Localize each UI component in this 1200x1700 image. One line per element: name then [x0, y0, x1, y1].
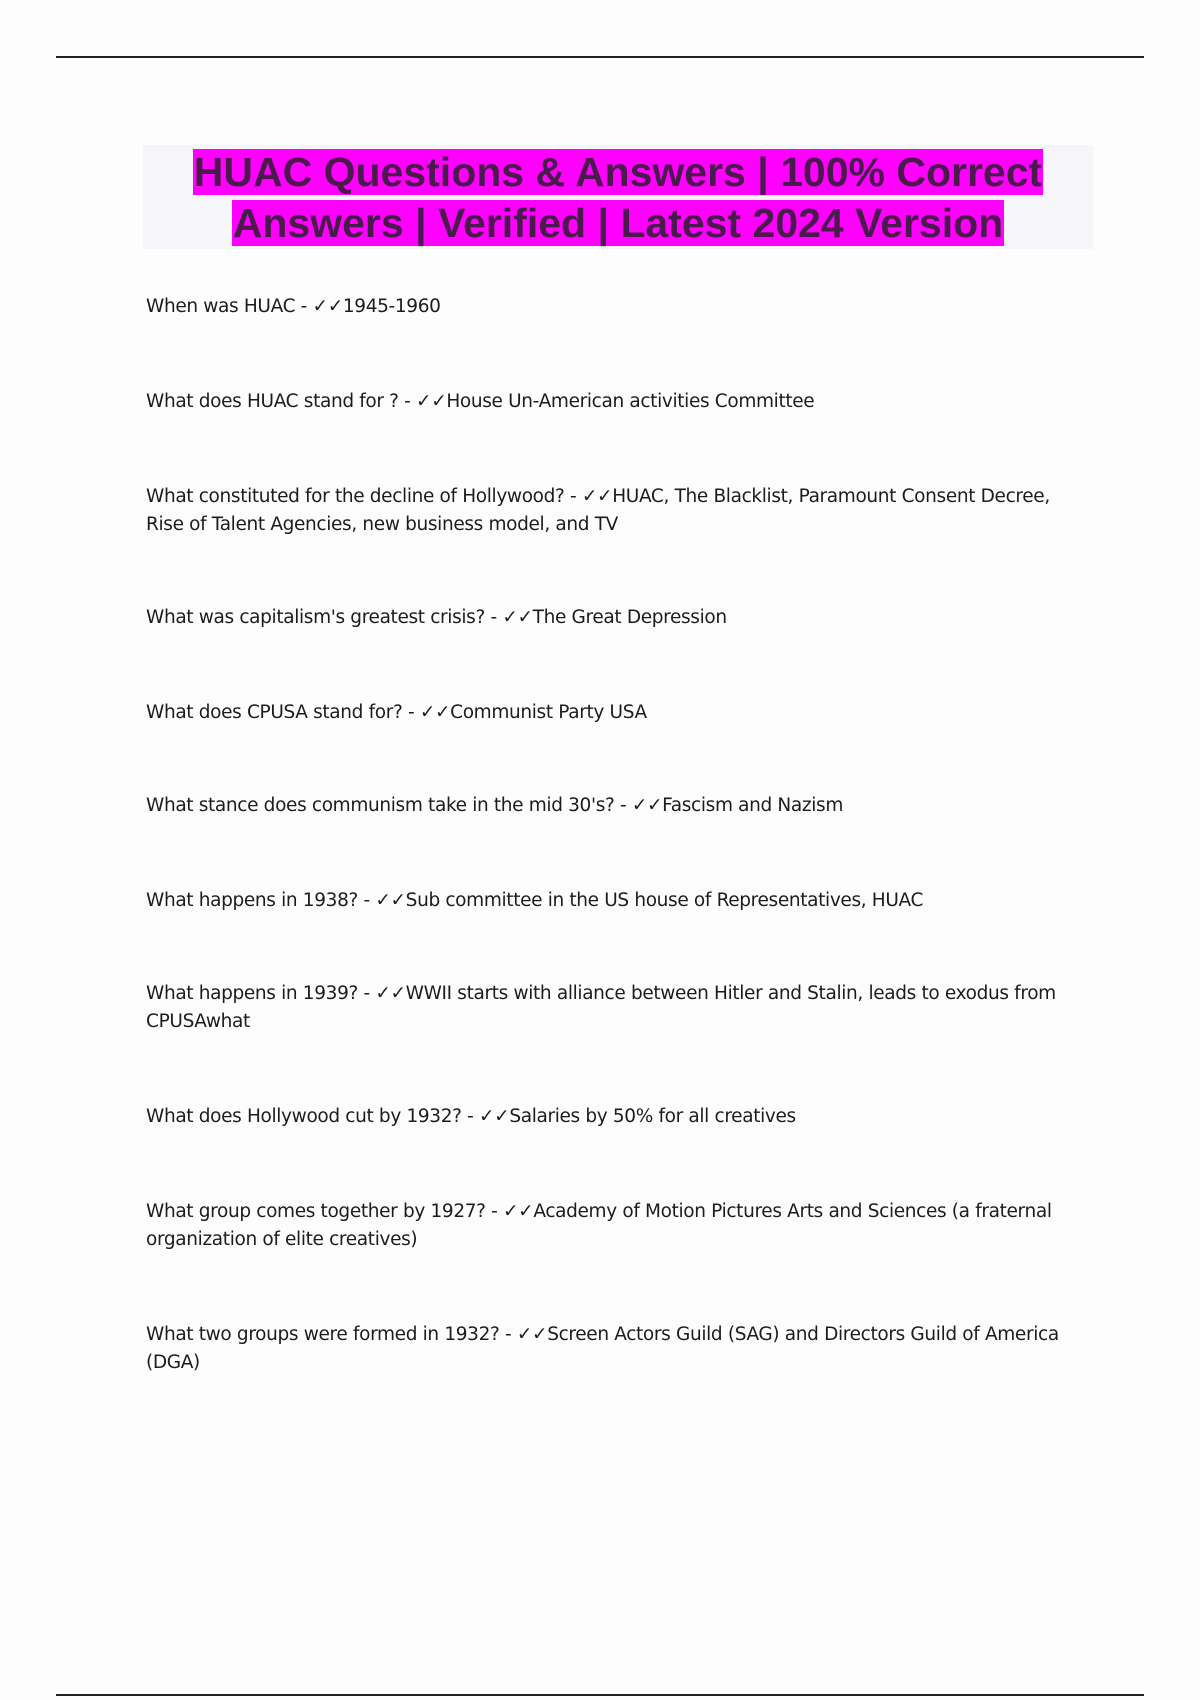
qa-item-7 — [146, 887, 1086, 915]
separator: - — [485, 1201, 504, 1222]
question: What happens in 1939? — [146, 983, 358, 1004]
question: What was capitalism's greatest crisis? — [146, 607, 485, 628]
answer: The Great Depression — [532, 607, 727, 628]
separator: - — [398, 391, 417, 412]
separator: - — [295, 296, 313, 317]
qa-item-1 — [146, 293, 1086, 321]
check-icon: ✓✓ — [631, 795, 663, 816]
answer: WWII starts with alliance between Hitler and Stalin, leads to exodus from CPUSAwhat — [146, 983, 1056, 1032]
question: What does CPUSA stand for? — [146, 702, 403, 723]
check-icon: ✓✓ — [581, 486, 613, 507]
separator: - — [461, 1106, 479, 1127]
check-icon: ✓✓ — [502, 607, 533, 628]
question: When was HUAC — [146, 296, 296, 317]
check-icon: ✓✓ — [416, 391, 447, 412]
check-icon: ✓✓ — [375, 983, 406, 1004]
answer: Communist Party USA — [450, 702, 647, 723]
answer: Sub committee in the US house of Representatives, HUAC — [405, 890, 924, 911]
question: What group comes together by 1927? — [146, 1201, 486, 1222]
check-icon: ✓✓ — [312, 296, 343, 317]
bottom-rule — [56, 1694, 1144, 1696]
qa-item-5 — [146, 699, 1086, 727]
answer: Fascism and Nazism — [662, 795, 844, 816]
question: What does Hollywood cut by 1932? — [146, 1106, 462, 1127]
title-highlight: HUAC Questions & Answers | 100% Correct Answers | Verified | Latest 2024 Version — [193, 149, 1043, 246]
qa-item-11 — [146, 1321, 1086, 1377]
question: What does HUAC stand for ? — [146, 391, 399, 412]
answer: Screen Actors Guild (SAG) and Directors Guild of America (DGA) — [146, 1324, 1059, 1373]
question: What happens in 1938? — [146, 890, 358, 911]
check-icon: ✓✓ — [516, 1324, 548, 1345]
separator: - — [564, 486, 582, 507]
document-title — [143, 145, 1093, 249]
check-icon: ✓✓ — [375, 890, 406, 911]
separator: - — [357, 983, 376, 1004]
qa-item-6 — [146, 792, 1086, 820]
separator: - — [614, 795, 632, 816]
check-icon: ✓✓ — [419, 702, 451, 723]
question: What constituted for the decline of Hollywood? — [146, 486, 565, 507]
answer: HUAC, The Blacklist, Paramount Consent Decree, Rise of Talent Agencies, new business model, and TV — [146, 486, 1050, 535]
separator: - — [484, 607, 503, 628]
answer: Academy of Motion Pictures Arts and Sciences (a fraternal organization of elite creatives) — [146, 1201, 1052, 1250]
qa-item-2 — [146, 388, 1086, 416]
qa-item-10 — [146, 1198, 1086, 1254]
question: What stance does communism take in the mid 30's? — [146, 795, 615, 816]
title-block — [143, 145, 1093, 249]
check-icon: ✓✓ — [479, 1106, 510, 1127]
qa-item-3 — [146, 483, 1086, 539]
qa-item-8 — [146, 980, 1086, 1036]
qa-item-4 — [146, 604, 1086, 632]
separator: - — [402, 702, 420, 723]
top-rule — [56, 56, 1144, 58]
separator: - — [499, 1324, 517, 1345]
qa-item-9 — [146, 1103, 1086, 1131]
question: What two groups were formed in 1932? — [146, 1324, 500, 1345]
check-icon: ✓✓ — [503, 1201, 534, 1222]
separator: - — [357, 890, 376, 911]
answer: 1945-1960 — [342, 296, 441, 317]
answer: House Un-American activities Committee — [446, 391, 815, 412]
answer: Salaries by 50% for all creatives — [509, 1106, 796, 1127]
